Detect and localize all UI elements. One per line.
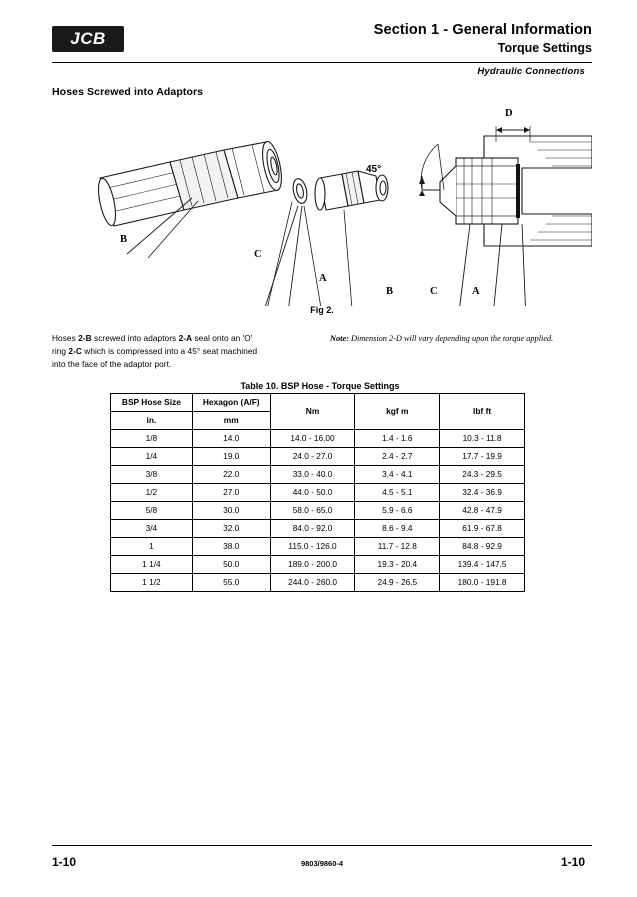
cell-size: 5/8 bbox=[111, 502, 193, 520]
table-header-mm: mm bbox=[192, 412, 270, 430]
cell-mm: 55.0 bbox=[192, 574, 270, 592]
header-third-line: Hydraulic Connections bbox=[477, 66, 585, 77]
cell-size: 1/2 bbox=[111, 484, 193, 502]
cell-size: 1/8 bbox=[111, 430, 193, 448]
cell-nm: 189.0 - 200.0 bbox=[270, 556, 355, 574]
table-row bbox=[111, 574, 525, 592]
cell-lbfft: 180.0 - 191.8 bbox=[440, 574, 525, 592]
cell-kgfm: 24.9 - 26.5 bbox=[355, 574, 440, 592]
page-title: Section 1 - General Information bbox=[373, 22, 592, 38]
cell-lbfft: 84.8 - 92.9 bbox=[440, 538, 525, 556]
table-row bbox=[111, 520, 525, 538]
cell-nm: 24.0 - 27.0 bbox=[270, 448, 355, 466]
figure-label-left-a: A bbox=[319, 273, 327, 284]
table-header-inches: in. bbox=[111, 412, 193, 430]
table-header-hexagon-af: Hexagon (A/F) bbox=[192, 394, 270, 412]
body-left-mid3: which is compressed into a 45° seat machined into the face of the adaptor port. bbox=[52, 346, 258, 369]
figure-label-angle: 45° bbox=[366, 164, 382, 175]
figure-label-right-b: B bbox=[386, 286, 394, 297]
cell-size: 1/4 bbox=[111, 448, 193, 466]
cell-kgfm: 5.9 - 6.6 bbox=[355, 502, 440, 520]
header-titles bbox=[374, 22, 592, 56]
body-left-ref-b: 2-B bbox=[78, 333, 92, 343]
page-subtitle: Torque Settings bbox=[497, 41, 592, 55]
table-row bbox=[111, 448, 525, 466]
figure-label-left-c: C bbox=[254, 249, 262, 260]
cell-size: 1 1/4 bbox=[111, 556, 193, 574]
figure-illustration bbox=[52, 106, 592, 306]
footer-document-number: 9803/9860-4 bbox=[300, 859, 344, 868]
cell-nm: 115.0 - 126.0 bbox=[270, 538, 355, 556]
cell-size: 3/4 bbox=[111, 520, 193, 538]
table-row bbox=[111, 484, 525, 502]
figure-label-right-a: A bbox=[472, 286, 480, 297]
figure-label-dimension-d: D bbox=[505, 108, 513, 119]
cell-lbfft: 24.3 - 29.5 bbox=[440, 466, 525, 484]
cell-mm: 19.0 bbox=[192, 448, 270, 466]
body-left-mid2: seal onto an 'O' ring bbox=[52, 333, 253, 356]
table-body bbox=[111, 430, 525, 592]
cell-mm: 27.0 bbox=[192, 484, 270, 502]
cell-kgfm: 1.4 - 1.6 bbox=[355, 430, 440, 448]
cell-mm: 38.0 bbox=[192, 538, 270, 556]
cell-size: 1 1/2 bbox=[111, 574, 193, 592]
note-text: Dimension 2-D will vary depending upon the torque applied. bbox=[348, 334, 554, 343]
figure-caption: Fig 2. bbox=[310, 305, 334, 315]
table-row bbox=[111, 466, 525, 484]
cell-kgfm: 2.4 - 2.7 bbox=[355, 448, 440, 466]
table-header-row-1 bbox=[111, 394, 525, 412]
cell-lbfft: 139.4 - 147.5 bbox=[440, 556, 525, 574]
cell-nm: 84.0 - 92.0 bbox=[270, 520, 355, 538]
footer-page-right: 1-10 bbox=[560, 855, 585, 869]
table-row bbox=[111, 556, 525, 574]
cell-mm: 14.0 bbox=[192, 430, 270, 448]
cell-nm: 44.0 - 50.0 bbox=[270, 484, 355, 502]
cell-kgfm: 3.4 - 4.1 bbox=[355, 466, 440, 484]
cell-nm: 244.0 - 260.0 bbox=[270, 574, 355, 592]
cell-kgfm: 11.7 - 12.8 bbox=[355, 538, 440, 556]
cell-mm: 50.0 bbox=[192, 556, 270, 574]
jcb-logo-icon: JCB bbox=[52, 26, 124, 52]
cell-lbfft: 17.7 - 19.9 bbox=[440, 448, 525, 466]
cell-nm: 14.0 - 16.00 bbox=[270, 430, 355, 448]
table-row bbox=[111, 502, 525, 520]
footer-divider bbox=[52, 845, 592, 846]
torque-settings-table bbox=[110, 393, 525, 592]
table-header-lbfft: lbf ft bbox=[440, 394, 525, 430]
body-left-ref-a: 2-A bbox=[178, 333, 193, 343]
table-row bbox=[111, 430, 525, 448]
figure-label-left-b: B bbox=[120, 234, 128, 245]
cell-mm: 30.0 bbox=[192, 502, 270, 520]
table-header-nm: Nm bbox=[270, 394, 355, 430]
cell-size: 1 bbox=[111, 538, 193, 556]
cell-lbfft: 10.3 - 11.8 bbox=[440, 430, 525, 448]
cell-kgfm: 8.6 - 9.4 bbox=[355, 520, 440, 538]
section-heading: Hoses Screwed into Adaptors bbox=[52, 86, 204, 98]
table-row bbox=[111, 538, 525, 556]
figure-label-right-c: C bbox=[430, 286, 438, 297]
body-text-note bbox=[330, 332, 592, 345]
cell-mm: 32.0 bbox=[192, 520, 270, 538]
table-header-bsp-hose-size: BSP Hose Size bbox=[111, 394, 193, 412]
table-title: Table 10. BSP Hose - Torque Settings bbox=[240, 381, 400, 391]
cell-nm: 33.0 - 40.0 bbox=[270, 466, 355, 484]
cell-kgfm: 4.5 - 5.1 bbox=[355, 484, 440, 502]
cell-lbfft: 61.9 - 67.8 bbox=[440, 520, 525, 538]
cell-lbfft: 32.4 - 36.9 bbox=[440, 484, 525, 502]
note-label: Note: bbox=[330, 334, 349, 343]
body-left-prefix: Hoses bbox=[52, 333, 79, 343]
table-header-kgfm: kgf m bbox=[355, 394, 440, 430]
body-left-mid1: screwed into adaptors bbox=[91, 333, 179, 343]
cell-kgfm: 19.3 - 20.4 bbox=[355, 556, 440, 574]
cell-mm: 22.0 bbox=[192, 466, 270, 484]
footer-page-left: 1-10 bbox=[52, 855, 77, 869]
header-divider bbox=[52, 62, 592, 63]
cell-lbfft: 42.8 - 47.9 bbox=[440, 502, 525, 520]
cell-nm: 58.0 - 65.0 bbox=[270, 502, 355, 520]
body-left-ref-c: 2-C bbox=[68, 346, 82, 356]
cell-size: 3/8 bbox=[111, 466, 193, 484]
body-text-left bbox=[52, 332, 264, 371]
